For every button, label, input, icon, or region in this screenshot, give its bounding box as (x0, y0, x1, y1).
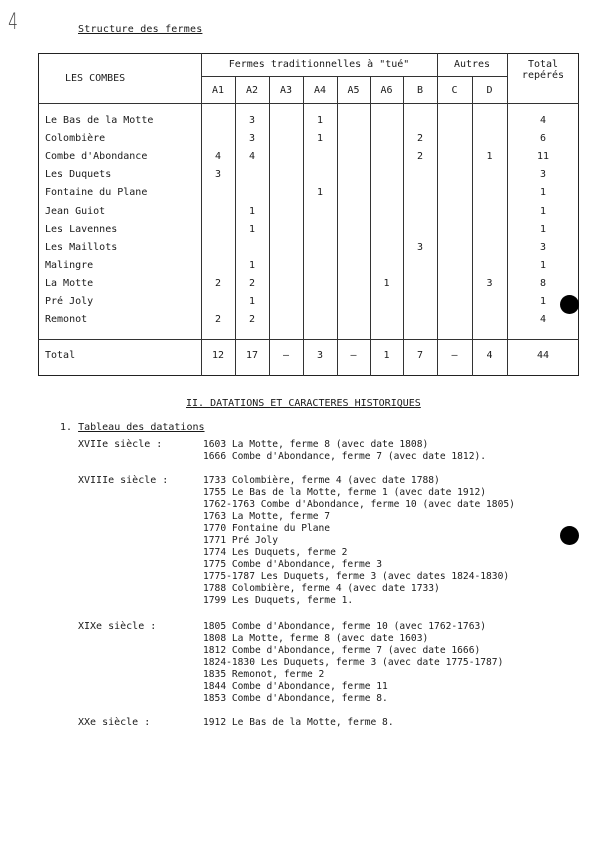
dating-entry: 1835 Remonot, ferme 2 (203, 669, 325, 680)
row-name: Remonot (45, 314, 88, 325)
punch-hole-mark (560, 295, 579, 314)
dating-entry: 1733 Colombière, ferme 4 (avec date 1788) (203, 475, 440, 486)
row-total: 1 (539, 296, 547, 307)
table-cell: 3 (416, 242, 424, 253)
row-total: 6 (539, 133, 547, 144)
row-name: Fontaine du Plane (45, 187, 148, 198)
row-total: 4 (539, 314, 547, 325)
table-cell: 3 (214, 169, 222, 180)
total-cell: – (282, 350, 290, 361)
table-divider (370, 76, 371, 376)
table-divider (403, 76, 404, 376)
dating-entry: 1808 La Motte, ferme 8 (avec date 1603) (203, 633, 429, 644)
row-total: 1 (539, 187, 547, 198)
punch-hole-mark (560, 526, 579, 545)
table-cell: 1 (383, 278, 390, 289)
table-cell: 4 (248, 151, 256, 162)
row-name: Colombière (45, 133, 106, 144)
page-number: 4 (8, 10, 18, 35)
grand-total: 44 (536, 350, 550, 361)
dating-entry: 1775-1787 Les Duquets, ferme 3 (avec dates 1824-1830) (203, 571, 510, 582)
row-name: Les Lavennes (45, 224, 118, 235)
table-cell: 1 (248, 296, 256, 307)
table-divider (201, 76, 507, 77)
century-label: XVIIIe siècle : (78, 475, 169, 486)
header-traditionnelles: Fermes traditionnelles à "tué" (228, 59, 410, 70)
dating-entry: 1771 Pré Joly (203, 535, 279, 546)
row-name: Combe d'Abondance (45, 151, 148, 162)
century-label: XIXe siècle : (78, 621, 157, 632)
dating-entry: 1805 Combe d'Abondance, ferme 10 (avec 1762-1763) (203, 621, 487, 632)
total-cell: 4 (486, 350, 493, 361)
dating-entry: 1763 La Motte, ferme 7 (203, 511, 331, 522)
table-cell: 2 (248, 278, 256, 289)
row-total: 11 (536, 151, 550, 162)
table-border (38, 53, 579, 376)
dating-entry: 1775 Combe d'Abondance, ferme 3 (203, 559, 383, 570)
table-cell: 1 (486, 151, 493, 162)
total-cell: 1 (383, 350, 390, 361)
table-divider (472, 76, 473, 376)
table-divider (38, 103, 579, 104)
table-cell: 1 (316, 115, 324, 126)
column-header-a6: A6 (380, 85, 393, 96)
dating-entry: 1824-1830 Les Duquets, ferme 3 (avec date 1775-1787) (203, 657, 504, 668)
row-total: 4 (539, 115, 547, 126)
dating-entry: 1755 Le Bas de la Motte, ferme 1 (avec date 1912) (203, 487, 487, 498)
header-total-reperes: repérés (521, 70, 565, 81)
dating-entry: 1762-1763 Combe d'Abondance, ferme 10 (avec date 1805) (203, 499, 515, 510)
subsection-label: Tableau des datations (78, 422, 205, 433)
table-cell: 3 (248, 115, 256, 126)
dating-entry: 1770 Fontaine du Plane (203, 523, 331, 534)
column-header-a1: A1 (211, 85, 225, 96)
table-cell: 2 (416, 133, 424, 144)
row-total: 1 (539, 260, 547, 271)
dating-entry: 1844 Combe d'Abondance, ferme 11 (203, 681, 388, 692)
column-header-a4: A4 (313, 85, 327, 96)
dating-entry: 1774 Les Duquets, ferme 2 (203, 547, 348, 558)
column-header-a2: A2 (245, 85, 259, 96)
table-cell: 1 (248, 224, 256, 235)
dating-entry: 1603 La Motte, ferme 8 (avec date 1808) (203, 439, 429, 450)
column-header-c: C (451, 85, 458, 96)
table-divider (201, 53, 202, 376)
subsection-number: 1. (60, 422, 73, 433)
row-total: 1 (539, 206, 547, 217)
table-cell: 2 (416, 151, 424, 162)
century-label: XVIIe siècle : (78, 439, 163, 450)
table-cell: 3 (486, 278, 493, 289)
table-cell: 3 (248, 133, 256, 144)
header-autres: Autres (453, 59, 491, 70)
row-total: 3 (539, 242, 547, 253)
subsection-title (60, 422, 205, 433)
column-header-b: B (416, 85, 424, 96)
table-divider (38, 339, 579, 340)
table-cell: 1 (316, 187, 324, 198)
dating-entry: 1912 Le Bas de la Motte, ferme 8. (203, 717, 394, 728)
table-cell: 1 (248, 206, 256, 217)
row-name: Les Duquets (45, 169, 112, 180)
header-total: Total (527, 59, 559, 70)
dating-entry: 1812 Combe d'Abondance, ferme 7 (avec date 1666) (203, 645, 481, 656)
dating-entry: 1666 Combe d'Abondance, ferme 7 (avec date 1812). (203, 451, 487, 462)
total-cell: 7 (416, 350, 424, 361)
column-header-d: D (486, 85, 493, 96)
row-name: Le Bas de la Motte (45, 115, 154, 126)
column-header-a5: A5 (347, 85, 360, 96)
table-corner-label: LES COMBES (65, 73, 126, 84)
total-cell: 17 (245, 350, 259, 361)
section-title: II. DATATIONS ET CARACTERES HISTORIQUES (186, 398, 421, 409)
row-name: Jean Guiot (45, 206, 106, 217)
row-total: 1 (539, 224, 547, 235)
dating-entry: 1853 Combe d'Abondance, ferme 8. (203, 693, 388, 704)
table-cell: 2 (248, 314, 256, 325)
total-cell: – (350, 350, 357, 361)
row-total: 3 (539, 169, 547, 180)
total-cell: 12 (211, 350, 225, 361)
table-cell: 4 (214, 151, 222, 162)
dating-entry: 1788 Colombière, ferme 4 (avec date 1733) (203, 583, 440, 594)
column-header-a3: A3 (279, 85, 293, 96)
table-divider (269, 76, 270, 376)
table-cell: 2 (214, 314, 222, 325)
table-divider (337, 76, 338, 376)
row-name: Pré Joly (45, 296, 94, 307)
century-label: XXe siècle : (78, 717, 151, 728)
section-heading: Structure des fermes (78, 24, 203, 35)
row-name: Les Maillots (45, 242, 118, 253)
table-cell: 1 (248, 260, 256, 271)
dating-entry: 1799 Les Duquets, ferme 1. (203, 595, 354, 606)
table-cell: 1 (316, 133, 324, 144)
total-cell: – (451, 350, 458, 361)
row-total: 8 (539, 278, 547, 289)
total-cell: 3 (316, 350, 324, 361)
table-divider (437, 53, 438, 376)
row-name: La Motte (45, 278, 94, 289)
total-row-label: Total (45, 350, 76, 361)
row-name: Malingre (45, 260, 94, 271)
table-cell: 2 (214, 278, 222, 289)
